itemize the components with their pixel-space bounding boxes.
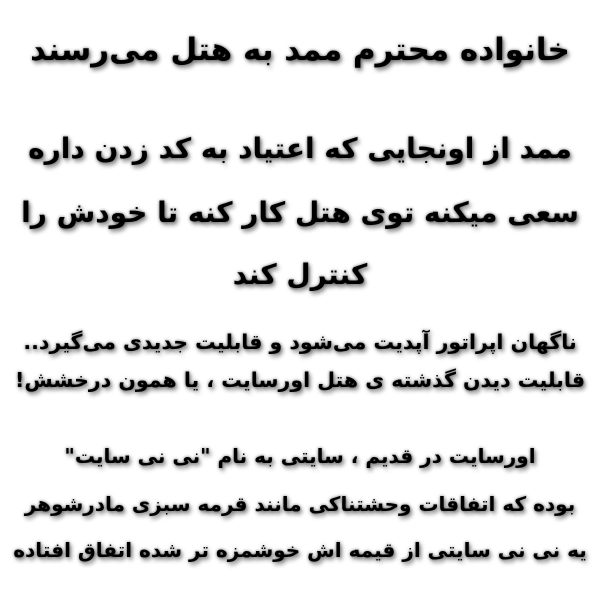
paragraph-1-line-3: کنترل کند [232, 258, 368, 291]
title-text: خانواده محترم ممد به هتل می‌رسند [30, 32, 570, 68]
paragraph-1-line-1: ممد از اونجایی که اعتیاد به کد زدن داره [28, 132, 572, 165]
paragraph-3-line-2: بوده که اتفاقات وحشتناکی مانند قرمه سبزی مادرشوهر [24, 492, 576, 516]
paragraph-3-line-1: اورسایت در قدیم ، سایتی به نام "نی نی سایت" [64, 444, 536, 468]
paragraph-3-line-3: یه نی نی سایتی از قیمه اش خوشمزه تر شده اتفاق افتاده [13, 538, 587, 562]
paragraph-1-line-2: سعی میکنه توی هتل کار کنه تا خودش را [21, 196, 579, 229]
paragraph-2-line-2: قابلیت دیدن گذشته ی هتل اورسایت ، یا همون درخشش! [14, 368, 586, 392]
paragraph-2-line-1: ناگهان اپراتور آپدیت می‌شود و قابلیت جدیدی می‌گیرد.. [23, 330, 577, 354]
